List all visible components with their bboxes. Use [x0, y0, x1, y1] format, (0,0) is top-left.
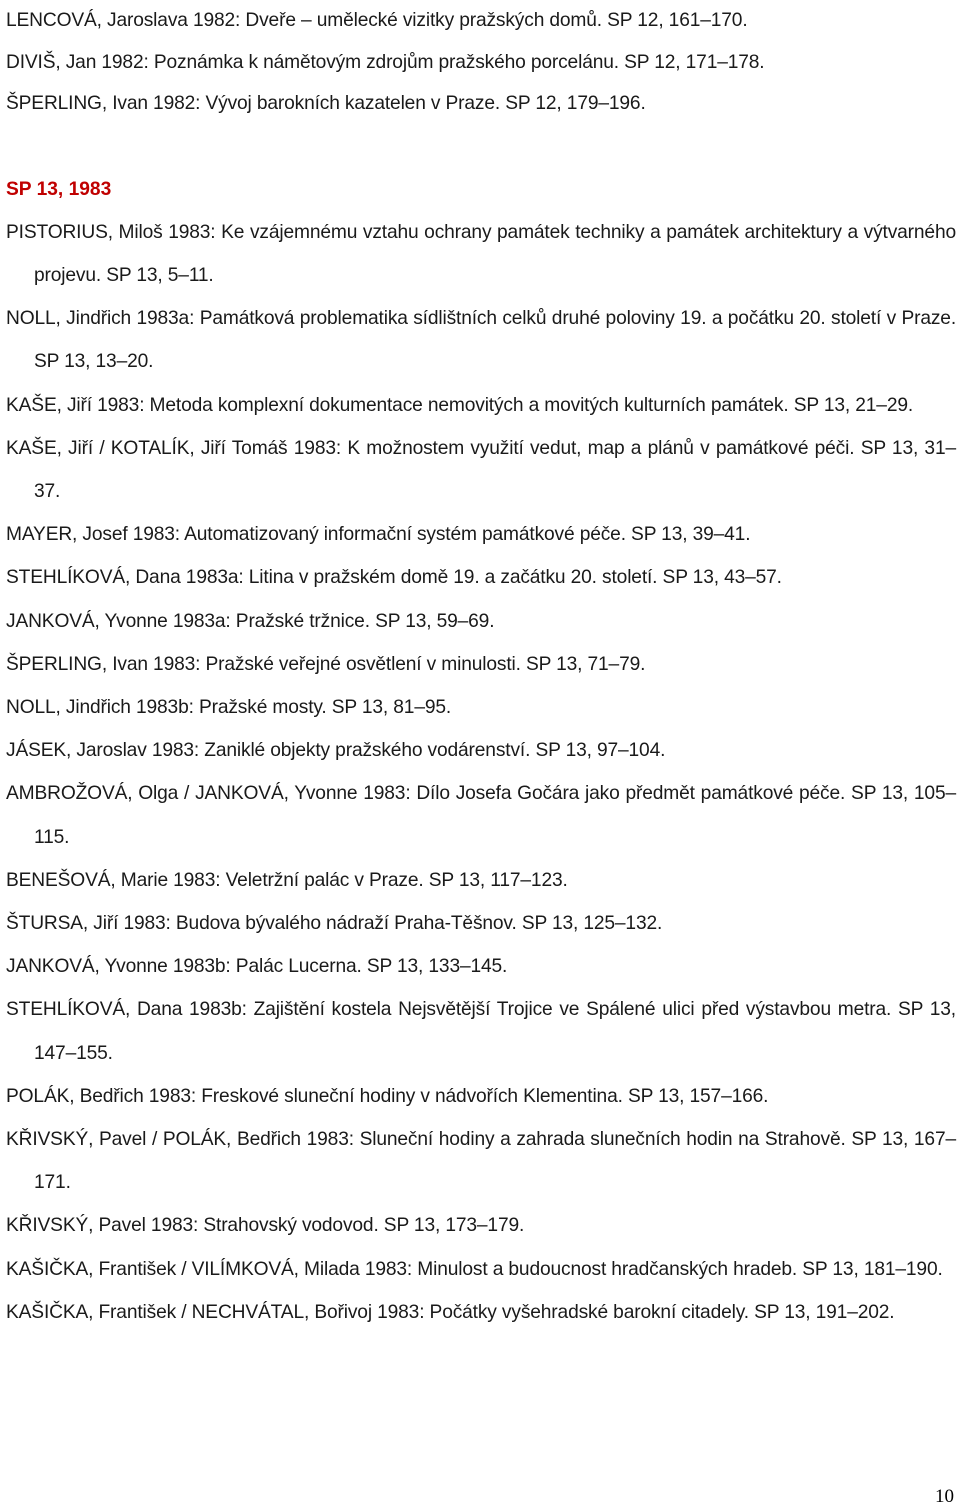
- bibliography-entry: KŘIVSKÝ, Pavel / POLÁK, Bedřich 1983: Sluneční hodiny a zahrada slunečních hodin na Strahově. SP 13, 167–171.: [6, 1128, 956, 1194]
- bibliography-entry: JANKOVÁ, Yvonne 1983b: Palác Lucerna. SP 13, 133–145.: [6, 956, 508, 978]
- bibliography-entry: AMBROŽOVÁ, Olga / JANKOVÁ, Yvonne 1983: Dílo Josefa Gočára jako předmět památkové péče. SP 13, 105–115.: [6, 783, 956, 848]
- bibliography-entry: KAŠE, Jiří 1983: Metoda komplexní dokumentace nemovitých a movitých kulturních památek. SP 13, 21–29.: [6, 394, 914, 416]
- bibliography-entry: STEHLÍKOVÁ, Dana 1983a: Litina v pražském domě 19. a začátku 20. století. SP 13, 43–57.: [6, 567, 782, 589]
- bibliography-entry: DIVIŠ, Jan 1982: Poznámka k námětovým zdrojům pražského porcelánu. SP 12, 171–178.: [6, 51, 765, 73]
- bibliography-entry: ŠPERLING, Ivan 1983: Pražské veřejné osvětlení v minulosti. SP 13, 71–79.: [6, 653, 646, 675]
- top-entries: [6, 0, 956, 125]
- bibliography-entry: ŠTURSA, Jiří 1983: Budova bývalého nádraží Praha-Těšnov. SP 13, 125–132.: [6, 912, 663, 934]
- bibliography-entry: STEHLÍKOVÁ, Dana 1983b: Zajištění kostela Nejsvětější Trojice ve Spálené ulici před výstavbou metra. SP 13, 147–155.: [6, 999, 956, 1064]
- bibliography-entry: KAŠIČKA, František / VILÍMKOVÁ, Milada 1983: Minulost a budoucnost hradčanských hradeb. SP 13, 181–190.: [6, 1258, 943, 1280]
- bibliography-entry: JANKOVÁ, Yvonne 1983a: Pražské tržnice. SP 13, 59–69.: [6, 610, 495, 632]
- bibliography-entry: ŠPERLING, Ivan 1982: Vývoj barokních kazatelen v Praze. SP 12, 179–196.: [6, 93, 646, 114]
- bibliography-entry: BENEŠOVÁ, Marie 1983: Veletržní palác v Praze. SP 13, 117–123.: [6, 869, 568, 891]
- bibliography-entry: LENCOVÁ, Jaroslava 1982: Dveře – umělecké vizitky pražských domů. SP 12, 161–170.: [6, 10, 748, 31]
- bibliography-entry: PISTORIUS, Miloš 1983: Ke vzájemnému vztahu ochrany památek techniky a památek architektury a výtvarného projevu. SP 13, 5–11.: [6, 221, 956, 286]
- bibliography-entry: KŘIVSKÝ, Pavel 1983: Strahovský vodovod. SP 13, 173–179.: [6, 1215, 525, 1237]
- entries-list: [6, 211, 956, 1334]
- bibliography-entry: POLÁK, Bedřich 1983: Freskové sluneční hodiny v nádvořích Klementina. SP 13, 157–166.: [6, 1085, 769, 1107]
- section-spacer: [6, 125, 956, 168]
- bibliography-entry: NOLL, Jindřich 1983b: Pražské mosty. SP 13, 81–95.: [6, 696, 452, 718]
- bibliography-content: [6, 0, 956, 1334]
- section-heading: SP 13, 1983: [6, 178, 112, 200]
- bibliography-entry: KAŠIČKA, František / NECHVÁTAL, Bořivoj 1983: Počátky vyšehradské barokní citadely. SP 13, 191–202.: [6, 1301, 895, 1323]
- bibliography-entry: NOLL, Jindřich 1983a: Památková problematika sídlištních celků druhé poloviny 19. a počátku 20. století v Praze. SP 13, 13–20.: [6, 308, 956, 373]
- bibliography-entry: JÁSEK, Jaroslav 1983: Zaniklé objekty pražského vodárenství. SP 13, 97–104.: [6, 740, 666, 762]
- bibliography-entry: KAŠE, Jiří / KOTALÍK, Jiří Tomáš 1983: K možnostem využití vedut, map a plánů v památkové péči. SP 13, 31–37.: [6, 437, 956, 502]
- bibliography-entry: MAYER, Josef 1983: Automatizovaný informační systém památkové péče. SP 13, 39–41.: [6, 524, 751, 546]
- page-number: 10: [935, 1486, 954, 1507]
